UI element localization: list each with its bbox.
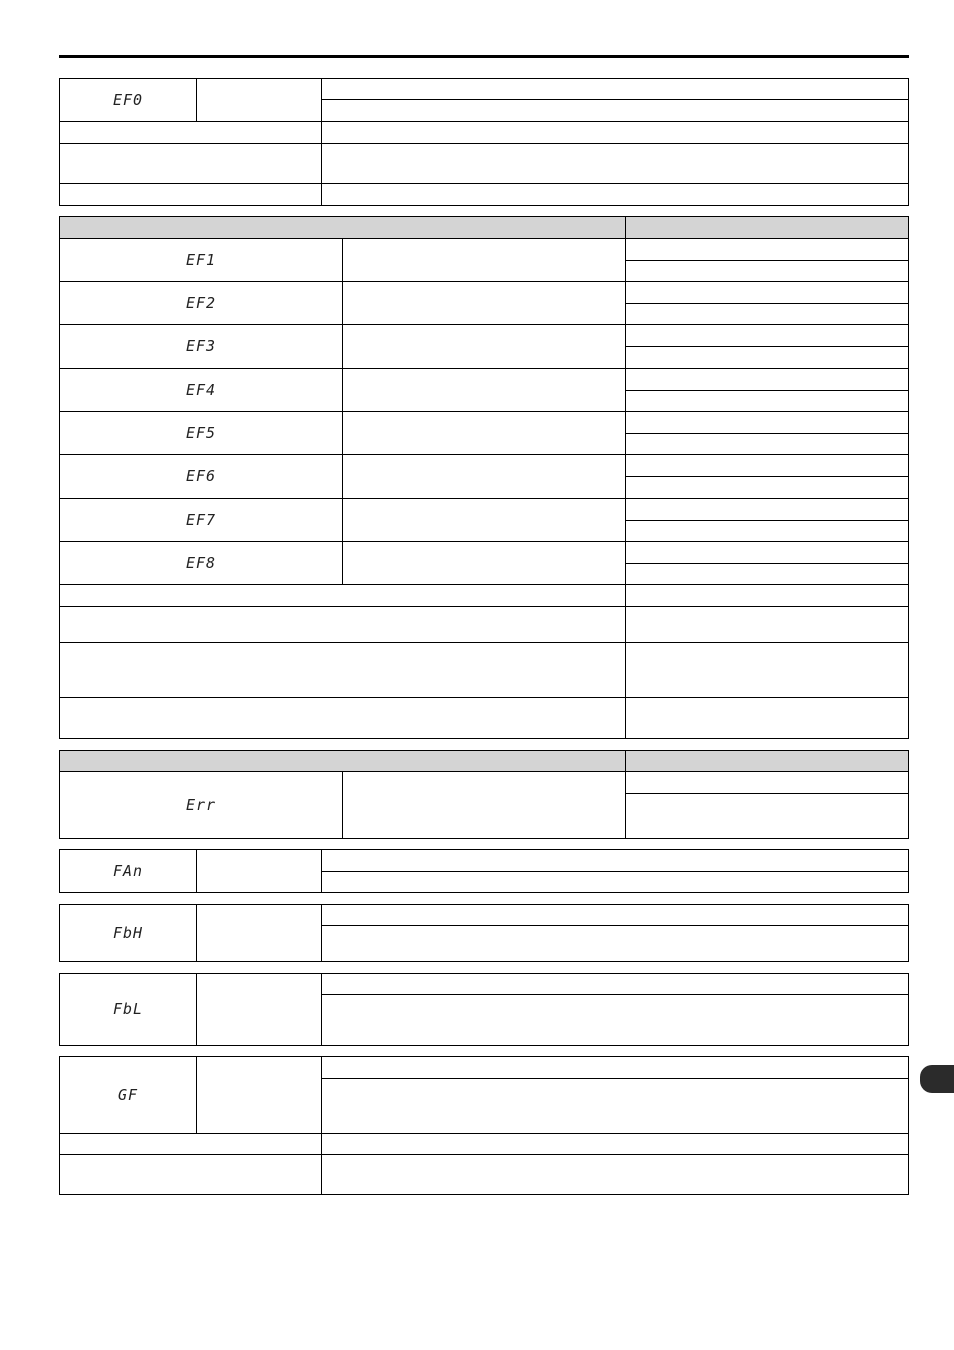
table-gf: [59, 1056, 909, 1195]
display-code: EF7: [185, 510, 217, 529]
table-ef1-ef8: [59, 216, 909, 739]
display-code: EF0: [112, 90, 144, 109]
display-code: GF: [117, 1085, 139, 1104]
display-code: EF2: [185, 293, 217, 312]
section-tab: [920, 1065, 954, 1093]
display-code: EF3: [185, 337, 217, 355]
table-fan: [59, 849, 909, 893]
display-code: EF4: [185, 380, 217, 399]
display-code: Err: [185, 795, 217, 814]
header-rule: [59, 55, 909, 58]
table-fbl: [59, 973, 909, 1046]
display-code: FbH: [112, 923, 144, 942]
display-code: FbL: [112, 1000, 144, 1018]
table-ef0: [59, 78, 909, 206]
code-cell: [60, 79, 197, 122]
table-err: [59, 750, 909, 839]
display-code: EF8: [185, 553, 217, 572]
display-code: EF1: [185, 250, 217, 269]
display-code: FAn: [112, 861, 144, 880]
display-code: EF5: [185, 423, 217, 442]
table-fbh: [59, 904, 909, 962]
display-code: EF6: [185, 467, 217, 485]
